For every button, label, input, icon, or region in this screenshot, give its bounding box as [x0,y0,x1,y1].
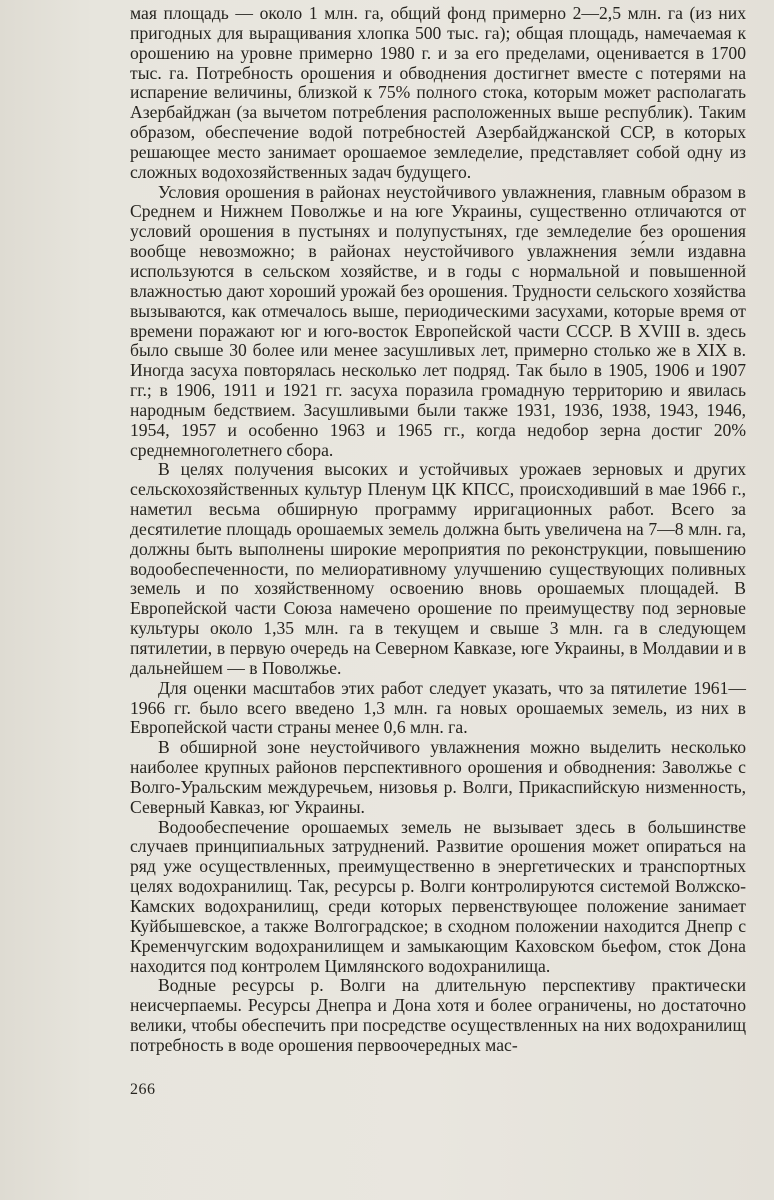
paragraph-3: В целях получения высоких и устойчивых урожаев зерновых и других сельскохозяйственных культур Пленум ЦК КПСС, происходивший в мае 1966 г., наметил весьма обширную программу ирригационных работ. Всего за десятилетие площадь орошаемых земель должна быть увеличена на 7—8 млн. га, должны быть выполнены широкие мероприятия по реконструкции, повышению водообеспеченности, по мелиоративному улучшению существующих поливных земель и по хозяйственному освоению вновь орошаемых площадей. В Европейской части Союза намечено орошение по преимуществу под зерновые культуры около 1,35 млн. га в текущем и свыше 3 млн. га в следующем пятилетии, в первую очередь на Северном Кавказе, юге Украины, в Молдавии и в дальнейшем — в Поволжье. [130,459,746,678]
paragraph-2: Условия орошения в районах неустойчивого увлажнения, главным образом в Среднем и Нижнем Поволжье и на юге Украины, существенно отличаются от условий орошения в пустынях и полупустынях, где земледелие без орошения вообще невозможно; в районах неустойчивого увлажнения зе́мли издавна используются в сельском хозяйстве, и в годы с нормальной и повышенной влажностью дают хороший урожай без орошения. Трудности сельского хозяйства вызываются, как отмечалось выше, периодическими засухами, которые время от времени поражают юг и юго-восток Европейской части СССР. В XVIII в. здесь было свыше 30 более или менее засушливых лет, примерно столько же в XIX в. Иногда засуха повторялась несколько лет подряд. Так было в 1905, 1906 и 1907 гг.; в 1906, 1911 и 1921 гг. засуха поразила громадную территорию и явилась народным бедствием. Засушливыми были также 1931, 1936, 1938, 1943, 1946, 1954, 1957 и особенно 1963 и 1965 гг., когда недобор зерна достиг 20% среднемноголетнего сбора. [130,181,746,460]
paragraph-4: Для оценки масштабов этих работ следует указать, что за пятилетие 1961—1966 гг. было всего введено 1,3 млн. га новых орошаемых земель, из них в Европейской части страны менее 0,6 млн. га. [130,677,746,738]
paragraph-5: В обширной зоне неустойчивого увлажнения можно выделить несколько наиболее крупных районов перспективного орошения и обводнения: Заволжье с Волго-Уральским междуречьем, низовья р. Волги, Прикаспийскую низменность, Северный Кавказ, юг Украины. [130,737,746,817]
paragraph-7: Водные ресурсы р. Волги на длительную перспективу практически неисчерпаемы. Ресурсы Днепра и Дона хотя и более ограничены, но достаточно велики, чтобы обеспечить при посредстве осуществленных на них водохранилищ потребность в воде орошения первоочередных мас- [130,975,746,1055]
paragraph-6: Водообеспечение орошаемых земель не вызывает здесь в большинстве случаев принципиальных затруднений. Развитие орошения может опираться на ряд уже осуществленных, преимущественно в энергетических и транспортных целях водохранилищ. Так, ресурсы р. Волги контролируются системой Волжско-Камских водохранилищ, среди которых первенствующее положение занимает Куйбышевское, а также Волгоградское; в сходном положении находится Днепр с Кременчугским водохранилищем и замыкающим Каховском бьефом, сток Дона находится под контролем Цимлянского водохранилища. [130,816,746,976]
paragraph-1: мая площадь — около 1 млн. га, общий фонд примерно 2—2,5 млн. га (из них пригодных для выращивания хлопка 500 тыс. га); общая площадь, намечаемая к орошению на уровне примерно 1980 г. и за его пределами, оценивается в 1700 тыс. га. Потребность орошения и обводнения достигнет вместе с потерями на испарение величины, близкой к 75% полного стока, которым может располагать Азербайджан (за вычетом потребления расположенных выше республик). Таким образом, обеспечение водой потребностей Азербайджанской ССР, в которых решающее место занимает орошаемое земледелие, представляет собой одну из сложных водохозяйственных задач будущего. [130,3,746,182]
text-column [130,4,746,1056]
page-number: 266 [130,1081,156,1098]
